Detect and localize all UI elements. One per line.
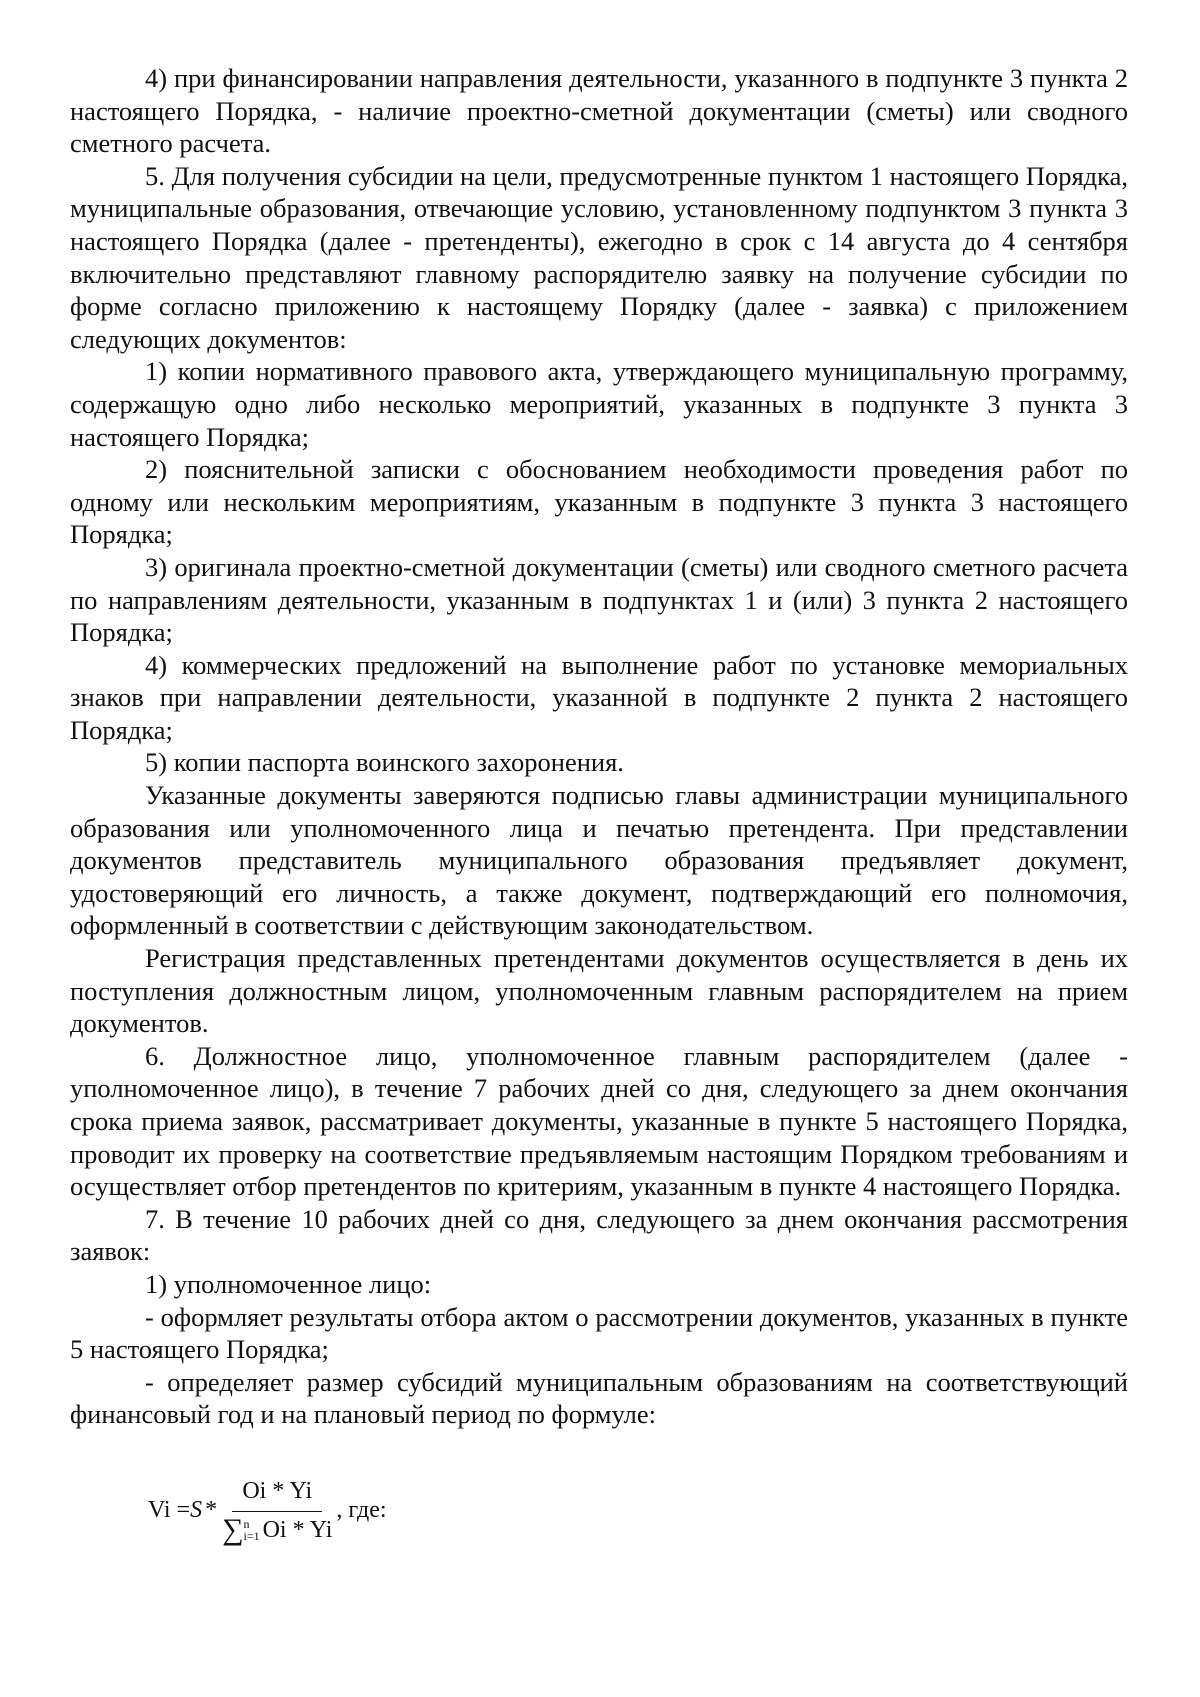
paragraph-clause-6: 6. Должностное лицо, уполномоченное главным распорядителем (далее - уполномоченное лицо), в течение 7 рабочих дней со дня, следующего за днем окончания срока приема заявок, рассматривает документы, указанные в пункте 5 настоящего Порядка, проводит их проверку на соответствие предъявляемым настоящим Порядком требованиям и осуществляет отбор претендентов по критериям, указанным в пункте 4 настоящего Порядка. [70, 1040, 1128, 1202]
sum-limits [243, 1518, 259, 1542]
paragraph-certification: Указанные документы заверяются подписью главы администрации муниципального образования или уполномоченного лица и печатью претендента. При представлении документов представитель муниципального образования предъявляет документ, удостоверяющий его личность, а также документ, подтверждающий его полномочия, оформленный в соответствии с действующим законодательством. [70, 780, 1128, 941]
formula-denominator-group [222, 1512, 332, 1547]
paragraph-doc-4: 4) коммерческих предложений на выполнение работ по установке мемориальных знаков при направлении деятельности, указанной в подпункте 2 пункта 2 настоящего Порядка; [70, 649, 1128, 745]
sum-icon: ∑ [222, 1512, 244, 1546]
formula-tail: , где: [336, 1497, 387, 1524]
document-page [70, 62, 1128, 1546]
formula-lhs: Vi = [148, 1497, 191, 1524]
paragraph-doc-2: 2) пояснительной записки с обоснованием необходимости проведения работ по одному или нескольким мероприятиям, указанным в подпункте 3 пункта 3 настоящего Порядка; [70, 454, 1128, 550]
paragraph-formalize-results: - оформляет результаты отбора актом о рассмотрении документов, указанных в пункте 5 настоящего Порядка; [70, 1301, 1128, 1365]
paragraph-doc-5: 5) копии паспорта воинского захоронения. [145, 747, 624, 778]
formula-multiply: * [205, 1497, 218, 1524]
formula-fraction [222, 1475, 332, 1546]
paragraph-clause-5: 5. Для получения субсидии на цели, предусмотренные пунктом 1 настоящего Порядка, муниципальные образования, отвечающие условию, установленному подпунктом 3 пункта 3 настоящего Порядка (далее - претенденты), ежегодно в срок с 14 августа до 4 сентября включительно представляют главному распорядителю заявку на получение субсидии по форме согласно приложению к настоящему Порядку (далее - заявка) с приложением следующих документов: [70, 160, 1128, 354]
paragraph-clause-7: 7. В течение 10 рабочих дней со дня, следующего за днем окончания рассмотрения заявок: [70, 1203, 1128, 1267]
paragraph-authorized-person: 1) уполномоченное лицо: [145, 1268, 432, 1299]
paragraph-item-4-financing: 4) при финансировании направления деятельности, указанного в подпункте 3 пункта 2 настоящего Порядка, - наличие проектно-сметной документации (сметы) или сводного сметного расчета. [70, 63, 1128, 159]
formula-numerator: Oi * Yi [232, 1475, 322, 1512]
formula-s: S [190, 1497, 203, 1524]
sum-lower-limit: i=1 [243, 1528, 260, 1543]
subsidy-formula [148, 1475, 1128, 1546]
formula-denominator: Oi * Yi [262, 1516, 333, 1543]
paragraph-determine-size: - определяет размер субсидий муниципальным образованиям на соответствующий финансовый год и на плановый период по формуле: [70, 1366, 1128, 1430]
sum-upper-limit: n [243, 1516, 250, 1531]
paragraph-doc-3: 3) оригинала проектно-сметной документации (сметы) или сводного сметного расчета по направлениям деятельности, указанным в подпунктах 1 и (или) 3 пункта 2 настоящего Порядка; [70, 551, 1128, 648]
paragraph-doc-1: 1) копии нормативного правового акта, утверждающего муниципальную программу, содержащую одно либо несколько мероприятий, указанных в подпункте 3 пункта 3 настоящего Порядка; [70, 356, 1128, 452]
paragraph-registration: Регистрация представленных претендентами документов осуществляется в день их поступления должностным лицом, уполномоченным главным распорядителем на прием документов. [70, 943, 1128, 1039]
